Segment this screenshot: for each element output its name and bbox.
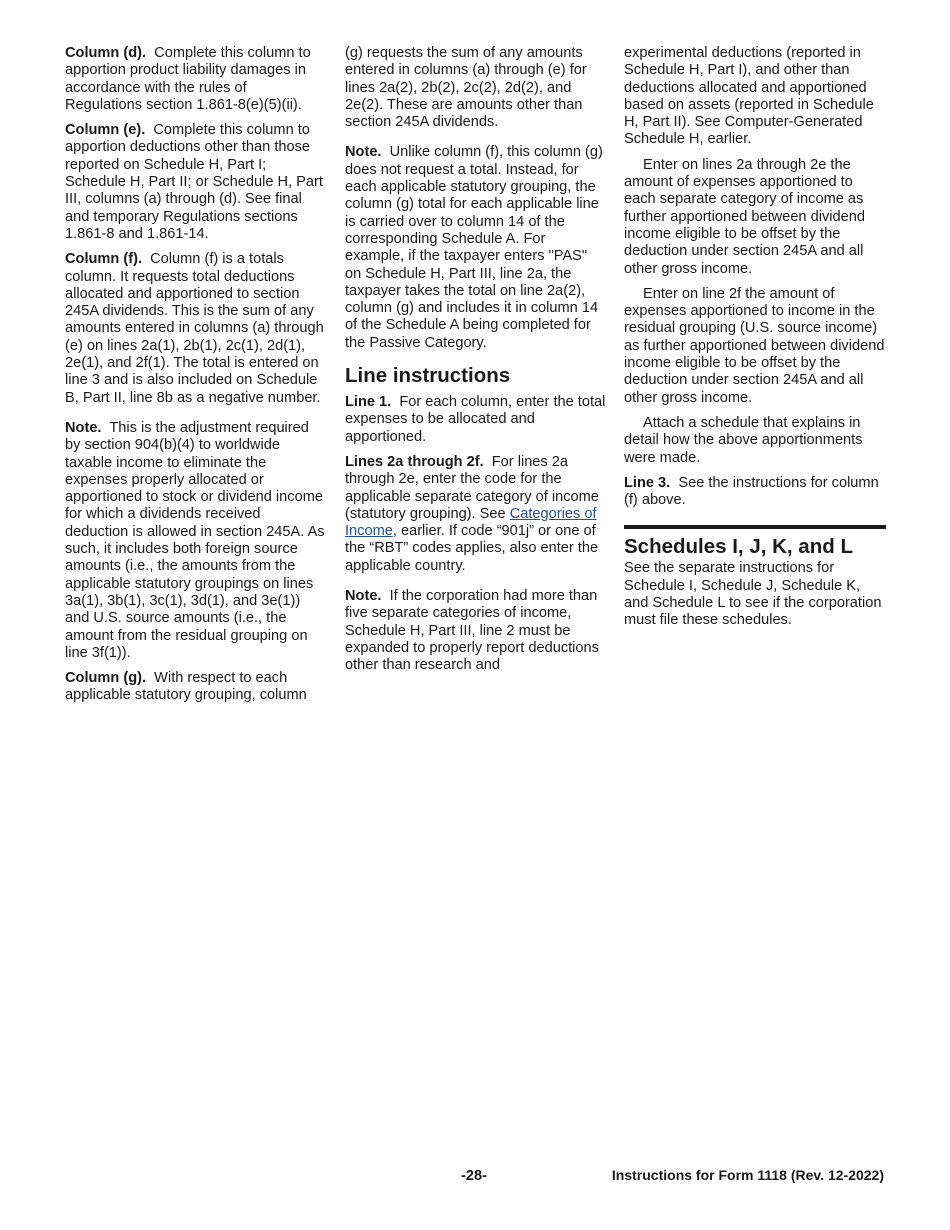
paragraph-continued bbox=[624, 45, 886, 149]
paragraph-schedules bbox=[624, 560, 886, 629]
paragraph-text: Enter on lines 2a through 2e the amount of expenses apportioned to each separate category of income as further apportioned between dividend income eligible to be offset by the deduction under section 245A and all other gross income. bbox=[624, 156, 865, 277]
paragraph-column-g bbox=[65, 670, 327, 705]
paragraph-text: For each column, enter the total expenses to be allocated and apportioned. bbox=[345, 394, 606, 445]
categories-of-income-link[interactable]: Categories of Income bbox=[345, 505, 597, 540]
paragraph-note bbox=[345, 588, 607, 674]
paragraph-line-2f bbox=[624, 286, 886, 407]
paragraph-head: Line 3. bbox=[624, 474, 671, 491]
paragraph-text: See the separate instructions for Schedule I, Schedule J, Schedule K, and Schedule L to see if the corporation must file these schedules. bbox=[624, 560, 882, 629]
paragraph-text: For lines 2a through 2e, enter the code for the applicable separate category of income (statutory grouping). See bbox=[345, 453, 599, 522]
paragraph-text: (g) requests the sum of any amounts entered in columns (a) through (e) for lines 2a(2), 2b(2), 2c(2), 2d(2), and 2e(2). These are amounts other than section 245A dividends. bbox=[345, 45, 587, 131]
paragraph-text: This is the adjustment required by section 904(b)(4) to worldwide taxable income to eliminate the expenses properly allocated or apportioned to stock or dividend income for which a dividends received deduction is allowed in section 245A. As such, it includes both foreign source amounts (i.e., the amounts from the applicable statutory groupings on lines 3a(1), 3b(1), 3c(1), 3d(1), and 3e(1)) and U.S. source amounts (i.e., the amount from the residual grouping on line 3f(1)). bbox=[65, 419, 325, 661]
paragraph-text: Column (f) is a totals column. It requests total deductions allocated and apportioned to section 245A dividends. This is the sum of any amounts entered in columns (a) through (e) on lines 2a(1), 2b(1), 2c(1), 2d(1), 2e(1), and 2f(1). The total is entered on line 3 and is also included on Schedule B, Part II, line 8b as a negative number. bbox=[65, 251, 324, 406]
paragraph-text: Attach a schedule that explains in detail how the above apportionments were made. bbox=[624, 414, 863, 466]
paragraph-text: , earlier. If code “901j” or one of the “RBT” codes applies, also enter the applicable country. bbox=[345, 523, 599, 574]
paragraph-column-f bbox=[65, 251, 327, 407]
paragraph-text: If the corporation had more than five separate categories of income, Schedule H, Part III, line 2 must be expanded to properly report deductions other than research and bbox=[345, 588, 599, 674]
paragraph-text: Complete this column to apportion deductions other than those reported on Schedule H, Part I; Schedule H, Part II; or Schedule H, Part III, columns (a) through (d). See final and temporary Regulations sections 1.861-8 and 1.861-14. bbox=[65, 122, 323, 242]
paragraph-head: Column (g). bbox=[65, 670, 147, 687]
section-divider bbox=[624, 525, 886, 529]
paragraph-head: Line 1. bbox=[345, 394, 392, 411]
section-heading-schedules: Schedules I, J, K, and L bbox=[624, 535, 853, 559]
paragraph-attach-schedule bbox=[624, 415, 886, 467]
paragraph-head: Note. bbox=[345, 588, 382, 605]
paragraph-head: Column (f). bbox=[65, 251, 143, 268]
paragraph-text: See the instructions for column (f) above. bbox=[624, 474, 879, 509]
paragraph-head: Note. bbox=[65, 419, 102, 436]
paragraph-line-1 bbox=[345, 394, 607, 446]
paragraph-head: Column (e). bbox=[65, 122, 146, 139]
paragraph-head: Lines 2a through 2f. bbox=[345, 453, 484, 470]
page-number: -28- bbox=[461, 1168, 487, 1184]
paragraph-head: Note. bbox=[345, 144, 382, 161]
paragraph-column-g-continued bbox=[345, 45, 607, 131]
paragraph-column-e bbox=[65, 122, 327, 243]
paragraph-line-3 bbox=[624, 475, 886, 510]
column-left bbox=[65, 45, 327, 713]
paragraph-column-d bbox=[65, 45, 327, 114]
section-heading-line-instructions: Line instructions bbox=[345, 364, 511, 388]
paragraph-lines-2a-2e bbox=[624, 157, 886, 278]
paragraph-text: Enter on line 2f the amount of expenses apportioned to income in the residual grouping (U.S. source income) as further apportioned between dividend income eligible to be offset by the deduction under section 245A and all other gross income. bbox=[624, 285, 885, 406]
paragraph-text: experimental deductions (reported in Schedule H, Part I), and other than deductions allocated and apportioned based on assets (reported in Schedule H, Part II). See Computer-Generated Schedule H, earlier. bbox=[624, 45, 874, 148]
paragraph-text: With respect to each applicable statutory grouping, column bbox=[65, 670, 307, 704]
paragraph-text: Complete this column to apportion product liability damages in accordance with the rules of Regulations section 1.861-8(e)(5)(ii). bbox=[65, 45, 311, 113]
paragraph-lines-2a-2f bbox=[345, 454, 607, 575]
form-title: Instructions for Form 1118 (Rev. 12-2022) bbox=[611, 1167, 884, 1183]
paragraph-note bbox=[65, 420, 327, 662]
column-right bbox=[624, 45, 886, 638]
paragraph-note bbox=[345, 144, 607, 352]
paragraph-text: Unlike column (f), this column (g) does not request a total. Instead, for each applicable statutory grouping, the column (g) total for each applicable line is carried over to column 14 of the corresponding Schedule A. For example, if the taxpayer enters "PAS" on Schedule H, Part III, line 2a, the taxpayer takes the total on line 2a(2), column (g) and includes it in column 14 of the Schedule A being completed for the Passive Category. bbox=[345, 144, 603, 351]
column-middle bbox=[345, 45, 607, 683]
paragraph-head: Column (d). bbox=[65, 45, 147, 61]
